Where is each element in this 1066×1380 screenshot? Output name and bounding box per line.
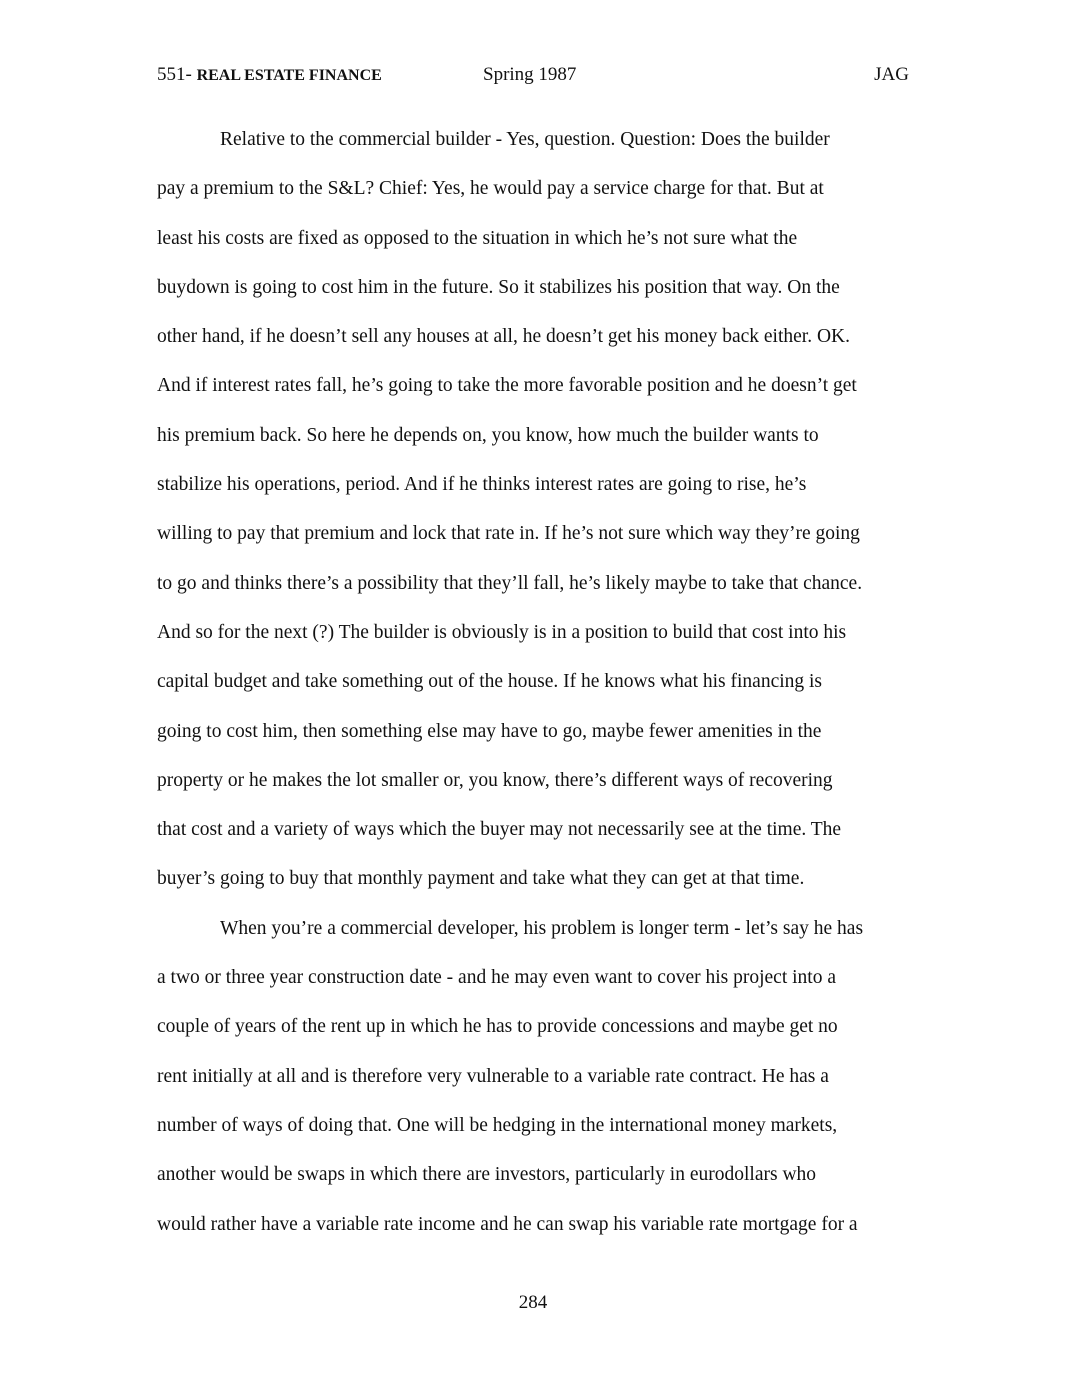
body-line: number of ways of doing that. One will be hedging in the international money markets, — [157, 1114, 838, 1136]
body-line: to go and thinks there’s a possibility that they’ll fall, he’s likely maybe to take that chance. — [157, 572, 863, 594]
course-heading — [157, 64, 382, 86]
body-line: couple of years of the rent up in which he has to provide concessions and maybe get no — [157, 1016, 838, 1038]
body-line: going to cost him, then something else may have to go, maybe fewer amenities in the — [157, 720, 822, 742]
page-header — [157, 64, 909, 90]
course-number: 551- — [157, 64, 192, 85]
body-line: property or he makes the lot smaller or, you know, there’s different ways of recovering — [157, 769, 833, 791]
body-line: his premium back. So here he depends on, you know, how much the builder wants to — [157, 424, 819, 446]
body-line: willing to pay that premium and lock that rate in. If he’s not sure which way they’re going — [157, 523, 860, 545]
author-initials: JAG — [874, 64, 909, 85]
course-title: REAL ESTATE FINANCE — [196, 67, 382, 84]
body-line: a two or three year construction date - and he may even want to cover his project into a — [157, 967, 836, 989]
body-line: other hand, if he doesn’t sell any houses at all, he doesn’t get his money back either. OK. — [157, 326, 850, 348]
body-line: And if interest rates fall, he’s going to take the more favorable position and he doesn’t get — [157, 375, 857, 397]
body-line: buydown is going to cost him in the future. So it stabilizes his position that way. On the — [157, 276, 840, 298]
body-line: least his costs are fixed as opposed to the situation in which he’s not sure what the — [157, 227, 798, 249]
page-number: 284 — [518, 1292, 548, 1313]
body-line: stabilize his operations, period. And if he thinks interest rates are going to rise, he’s — [157, 474, 807, 496]
body-line: rent initially at all and is therefore very vulnerable to a variable rate contract. He has a — [157, 1065, 829, 1087]
body-line: pay a premium to the S&L? Chief: Yes, he would pay a service charge for that. But at — [157, 178, 824, 200]
transcript-body — [157, 115, 909, 1249]
body-line: would rather have a variable rate income and he can swap his variable rate mortgage for a — [157, 1213, 858, 1235]
body-line: another would be swaps in which there are investors, particularly in eurodollars who — [157, 1164, 817, 1186]
term-label: Spring 1987 — [483, 64, 577, 85]
body-line: buyer’s going to buy that monthly payment and take what they can get at that time. — [157, 868, 805, 890]
body-line: capital budget and take something out of the house. If he knows what his financing is — [157, 671, 823, 693]
body-line: When you’re a commercial developer, his problem is longer term - let’s say he has — [220, 917, 864, 939]
body-line: Relative to the commercial builder - Yes, question. Question: Does the builder — [220, 129, 830, 150]
body-line: And so for the next (?) The builder is obviously is in a position to build that cost into his — [157, 621, 847, 643]
body-line: that cost and a variety of ways which the buyer may not necessarily see at the time. The — [157, 819, 842, 841]
